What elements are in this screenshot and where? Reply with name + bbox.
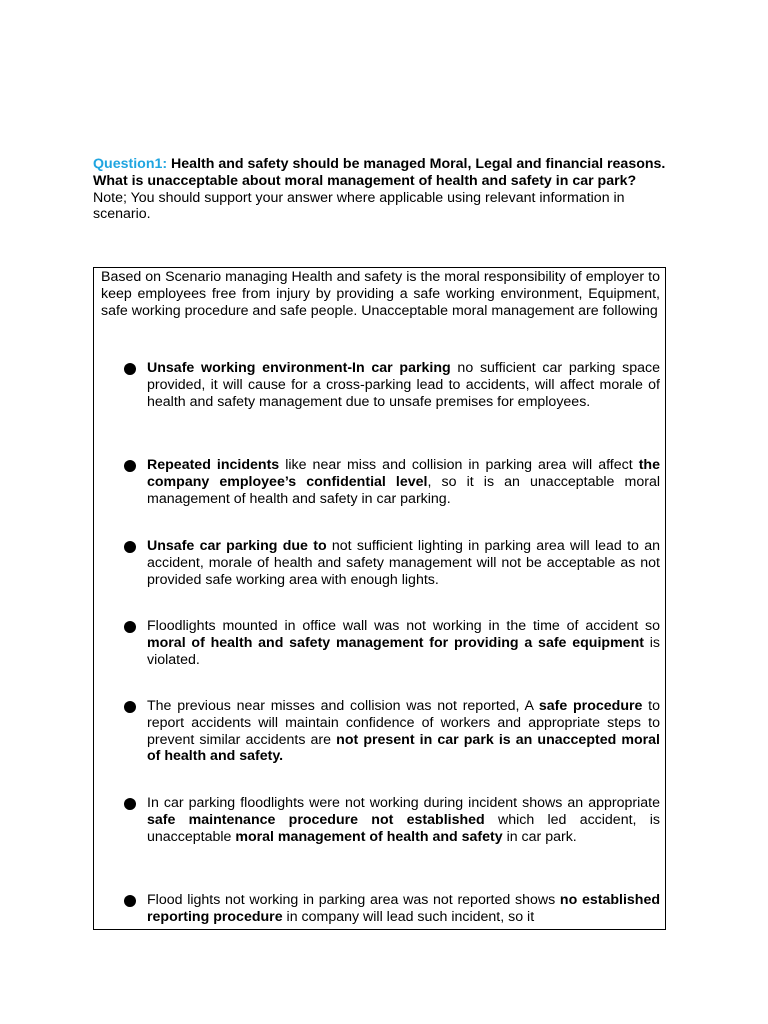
- bullet-normal-text: Flood lights not working in parking area was not reported shows: [147, 892, 560, 908]
- bullet-dot-icon: [124, 363, 136, 375]
- answer-box: [93, 267, 666, 930]
- bullet-normal-text: The previous near misses and collision was not reported, A: [147, 698, 539, 714]
- answer-intro: Based on Scenario managing Health and safety is the moral responsibility of employer to keep employees free from injury by providing a safe working environment, Equipment, safe working procedure and safe people. Unacceptable moral management are following: [101, 269, 660, 319]
- bullet-dot-icon: [124, 460, 136, 472]
- bullet-text: [147, 538, 660, 588]
- bullet-dot-icon: [124, 798, 136, 810]
- bullet-text: [147, 457, 660, 507]
- bullet-dot-icon: [124, 701, 136, 713]
- question-note: Note; You should support your answer where applicable using relevant information in scenario.: [93, 189, 625, 223]
- bullet-bold-text: Repeated incidents: [147, 457, 280, 473]
- bullet-bold-text: Unsafe car parking due to: [147, 538, 327, 554]
- question-block: [93, 156, 678, 223]
- bullet-bold-text: safe procedure: [538, 698, 643, 714]
- bullet-dot-icon: [124, 541, 136, 553]
- bullet-dot-icon: [124, 895, 136, 907]
- bullet-dot-icon: [124, 621, 136, 633]
- bullet-text: [147, 618, 660, 668]
- bullet-normal-text: in car park.: [502, 828, 577, 845]
- bullet-normal-text: , so it is an unacceptable moral management of health and safety in car parking.: [147, 473, 660, 507]
- bullet-normal-text: is violated.: [147, 634, 660, 668]
- bullet-bold-text: moral management of health and safety: [235, 828, 503, 845]
- bullet-bold-text: the company employee’s confidential level: [147, 457, 660, 490]
- bullet-normal-text: Floodlights mounted in office wall was not working in the time of accident so: [147, 618, 660, 634]
- bullet-bold-text: Unsafe working environment-In car parking: [147, 360, 451, 376]
- bullet-bold-text: safe maintenance procedure not established: [147, 811, 485, 828]
- bullet-normal-text: which led accident, is unacceptable: [147, 811, 660, 845]
- bullet-text: [147, 795, 660, 845]
- bullet-text: [147, 360, 660, 410]
- bullet-bold-text: no established reporting procedure: [147, 892, 660, 925]
- question-text: Health and safety should be managed Moral, Legal and financial reasons. What is unacceptable about moral management of health and safety in car park?: [93, 156, 666, 189]
- bullet-normal-text: no sufficient car parking space provided, it will cause for a cross-parking lead to accidents, will affect morale of health and safety management due to unsafe premises for employees.: [147, 360, 661, 410]
- bullet-bold-text: not present in car park is an unaccepted moral of health and safety.: [147, 731, 661, 765]
- bullet-text: [147, 698, 660, 765]
- bullet-normal-text: in company will lead such incident, so it: [282, 908, 535, 925]
- bullet-bold-text: moral of health and safety management for providing a safe equipment: [147, 634, 644, 651]
- bullet-normal-text: In car parking floodlights were not working during incident shows an appropriate: [147, 795, 660, 811]
- bullet-normal-text: like near miss and collision in parking area will affect: [279, 457, 639, 473]
- bullet-normal-text: not sufficient lighting in parking area will lead to an accident, morale of health and safety management will not be acceptable as not provided safe working area with enough lights.: [147, 538, 660, 588]
- bullet-normal-text: to report accidents will maintain confidence of workers and appropriate steps to prevent similar accidents are: [147, 698, 660, 748]
- bullet-text: [147, 892, 660, 926]
- question-label: Question1:: [93, 156, 168, 172]
